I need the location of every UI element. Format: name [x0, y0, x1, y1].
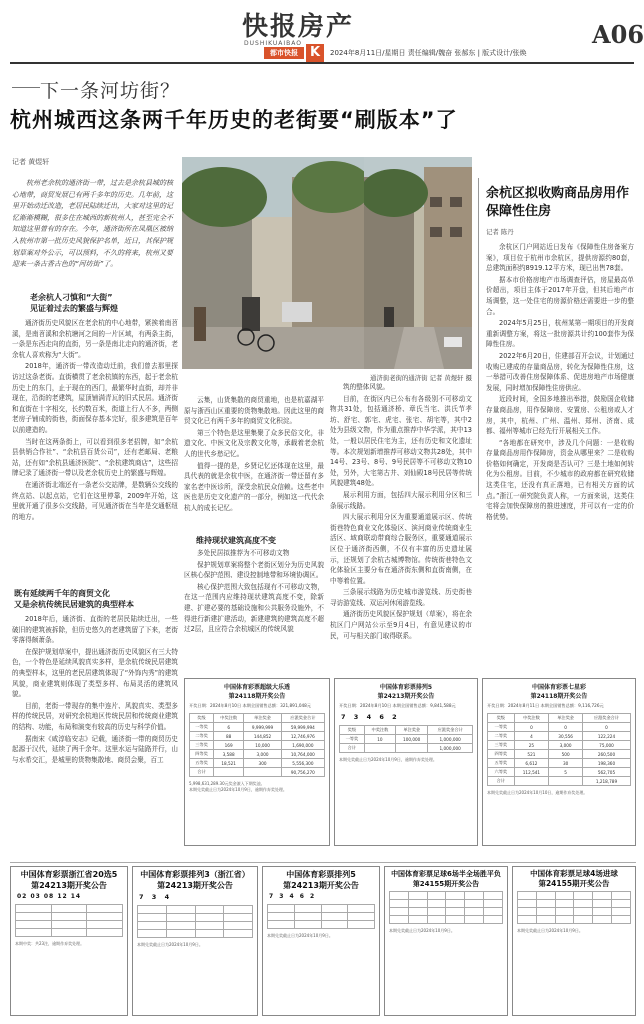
lottery-table	[389, 891, 503, 924]
lottery-title: 中国体育彩票足球6场半全场胜平负 第24155期开奖公告	[391, 870, 501, 888]
lottery-table	[517, 891, 631, 924]
sidebar-byline: 记者 陈丹	[486, 228, 514, 236]
lottery-meta: 开奖日期：2024年8月10日 本期全国销售总额：321,891,048元	[189, 703, 311, 708]
paragraph: 据南宋《咸淳临安志》记载，通济街一带的商贸历史起源于汉代，延续了两千余年。这里水运与陆路并行，山与水希交汇，是城里的货物集散地、商贸会聚，百工	[12, 734, 178, 764]
paragraph: 筑的整体风貌。	[343, 383, 390, 391]
paragraph: 目前，老街一带现存的集中连片、风貌真实、类型多样的传统民居，对研究余杭地区传统民居和传统商业建筑的结构、功能，布局和演变有较高的历史与科学价值。	[12, 701, 178, 731]
lottery-table: 奖级 中奖注数 单注奖金 应派奖金合计 一等奖 0 0 0 二等奖 4 30,556 122,224 三等奖 25 3,000 75,000 四等奖 521 500 260,500 五等奖 6,612 30 198,360 六等奖 112,541 5 562,705 合计 1,218,789	[487, 713, 631, 786]
winning-numbers: 7 3 4 6 2	[341, 713, 400, 721]
street-scene-right-image	[364, 157, 472, 369]
lottery-title: 中国体育彩票排列5 第24213期开奖公告	[377, 684, 435, 700]
column-3-body	[330, 382, 472, 674]
column-1-body	[12, 318, 178, 584]
lottery-title: 中国体育彩票浙江省20选5 第24213期开奖公告	[20, 870, 118, 890]
page-number: A06	[592, 20, 644, 49]
paragraph: 通济街历史风貌区保护规划（草案），将在余杭区门户网站公示至9月4日，有意见建议的市民，可与相关部门取得联系。	[330, 610, 472, 640]
lottery-table	[15, 904, 123, 937]
lottery-footnote: 本期兑奖截止日为2024年10月10日，逾期作弃奖处理。	[487, 790, 588, 795]
subhead-1a: 老余杭人刁慎和“大街”	[30, 293, 113, 302]
paragraph: 云集，山货集散的商贸重地，也是杭嘉湖平原与浙西山区重要的货物集散地。因此这里的商贸文化已有两千多年的商贸文化积淀。	[184, 396, 324, 426]
paragraph: 通济街历史风貌区在老余杭的中心地带，紧挨着南苕溪，是南苕溪和余杭塘河之间的一片区域，有两条主街，一条是东西走向的直街，另一条是南北走向的通济街，老余杭人喜欢称为“大街”。	[12, 319, 178, 359]
subhead-3: 维持现状建筑高度不变	[196, 536, 276, 545]
lottery-title: 中国体育彩票超级大乐透 第24118期开奖公告	[223, 684, 290, 700]
lottery-panel-bottom-1	[10, 866, 128, 1016]
paragraph: 在通济街北端还有一条老公交站牌，是数辆公交线的终点站、以起点站，它们在这里停靠，2009年开始，这里就开通了很多公交线路，可见通济街在当年是交通枢纽的地方。	[12, 480, 178, 521]
lottery-panel-bottom-5	[512, 866, 636, 1016]
paragraph: 四大展示利用分区为重要通道展示区、传统街巷特色商业文化体验区、滨河商业传统商业生活区、域商联动带商综合服务区，重要通道展示区位于通济街西侧，不仅有丰富的历史遗址展示，还规划了余杭古城博物馆。传统街巷特色文化体验区主要分布在通济街东侧和直街南侧，在中等着位置。	[330, 513, 472, 585]
main-headline: 杭州城西这条两千年历史的老街要“刷版本”了	[10, 108, 458, 132]
lottery-panel-bottom-3	[262, 866, 380, 1016]
lottery-footnote: 本期兑奖截止日为2024年10月9日。	[517, 928, 583, 933]
paragraph: 多处民居拟推荐为不可移动文物	[197, 549, 290, 557]
lottery-panel-bottom-2	[132, 866, 258, 1016]
column-1b-body	[12, 614, 178, 862]
lottery-title: 中国体育彩票排列5 第24213期开奖公告	[283, 870, 359, 890]
street-photo-right	[364, 157, 472, 369]
lottery-footnote: 本期兑奖截止日为2024年10月9日。	[267, 933, 333, 938]
paragraph: 当时在这两条街上，可以看到很多老招牌，如“余杭县供销合作社”、“余杭县百货公司”，还有老邮局、老粮站，还有如“余杭县通济医院”、“余杭建筑商店”，这些招牌记录了通济街一带以及老余杭历史上的繁盛与辉煌。	[12, 437, 178, 478]
lottery-title: 中国体育彩票足球4场进球 第24155期开奖公告	[530, 869, 618, 888]
brand-logo: 都市快报	[264, 47, 304, 59]
winning-numbers: 7 3 4 6 2	[269, 893, 317, 900]
page-masthead	[0, 0, 644, 64]
lottery-footnote: 本期兑奖截止日为2024年10月9日。	[389, 928, 455, 933]
column-2b-body	[184, 548, 324, 668]
street-photo-left	[182, 157, 364, 369]
paragraph: 第三个特色是这里集聚了众多民俗文化，非遗文化、中医文化及宗教文化等，承载着老余杭人的世代乡愁记忆。	[184, 428, 324, 458]
photo-caption: 通济街老街的通济街 记者 黄煜轩 摄	[370, 374, 472, 382]
lottery-panel-top-2	[334, 678, 478, 846]
column-2-body	[184, 395, 324, 523]
sidebar-title: 余杭区拟收购商品房用作保障性住房	[486, 186, 630, 219]
article-byline: 记者 黄煜轩	[12, 158, 50, 166]
lottery-panel-bottom-4	[384, 866, 508, 1016]
paragraph: 2018年后，通济街、直街的老居民陆续迁出，一些破旧的建筑被拆除，但历史悠久的老建筑留了下来，老街零落得颇萧条。	[12, 615, 178, 645]
lottery-footnote: 本期兑奖截止日为2024年10月9日。	[137, 942, 203, 947]
paragraph: 三条展示线路为历史城市游览线、历史街巷寻访游览线、双运河休闲游览线。	[330, 588, 472, 607]
lottery-title: 中国体育彩票七星彩 第24118期开奖公告	[530, 684, 588, 700]
lottery-table	[137, 905, 253, 938]
paragraph: 核心保护范围大致包括现有不可移动文物，在这一范围内应维持现状建筑高度不变，除新建、扩建必要的基础设施和公共服务设施外，不得进行新建扩建活动，新建建筑的建筑高度不超过2层，且应符合余杭城区的传统风貌	[184, 582, 324, 634]
street-scene-left-image	[182, 157, 364, 369]
paragraph: “各地都在研究中，涉及几个问题：一是收购存量商品房用作保障房，资金从哪里来？二是收购价格如何确定，开发商是否认可？三是土地如何转化为公租房。目前，不少城市的政府都在研究收储这类住宅，还没有真正落地，已有相关方面的试点。”浙江一研究院负责人称，一方面来说，这类住宅将会加快保障房的推进速度，并可以有一定的价格优势。	[486, 438, 634, 521]
lottery-table: 奖级 中奖注数 单注奖金 应派奖金合计 一等奖 10 100,000 1,000,000 合计 1,000,000	[339, 725, 473, 753]
section-title: 快报房产	[242, 12, 355, 42]
lottery-footnote: 本期兑奖截止日为2024年10月9日，逾期作弃奖处理。	[339, 757, 437, 762]
lottery-meta: 开奖日期：2024年8月10日 本期全国销售总额：9,841,588元	[339, 703, 456, 708]
paragraph: 保护规划草案将整个老街区划分为历史风貌区核心保护范围、建设控制地带和环境协调区。	[184, 560, 324, 580]
sidebar-body	[486, 242, 634, 614]
paragraph: 2018年，通济街一带改造动迁前，我们曾去那里探访过这条老街。直街横贯了老余杭镇的东西，起于老余杭历史上的东门，止于现在的西门，最繁华时直街，却并非现在，沿街的老建筑，屋顶铺满青瓦的旧式民居。通济街和直街在十字相交，长约数百米，街道上行人不多，两侧老房子铺成的街巷，街面保存基本完好，很多建筑是百年以前建造的。	[12, 362, 178, 434]
article-intro: 杭州老余杭的通济街一带，过去是余杭县城的核心地带，商贸发展已有两千多年的历史。几年前，这里开始动迁改造，老居民陆续迁出，大家对这里的记忆渐渐模糊，很多住在城西的新杭州人，甚至完全不知道这里曾有的存在。今年，通济街所在凤凰区被纳入杭州市第一批历史风貌保护名单，近日，其保护规划草案对外公示，可以预料，不久的将来，杭州又要迎来一条古香古色的“河坊街”了。	[12, 179, 173, 269]
subhead-2a: 既有延续两千年的商贸文化	[14, 589, 110, 598]
lottery-meta: 开奖日期：2024年8月11日 本期全国销售总额：9,116,726元	[487, 703, 604, 708]
header-rule	[10, 62, 634, 64]
paragraph: 2024年5月25日，杭州某第一期项目的开发商重新调整方案，将这一批房源共计约100套作为保障性住房。	[486, 319, 634, 349]
subhead-1b: 见证着过去的繁盛与辉煌	[30, 304, 118, 313]
lottery-footnote: 本期中奖：共23注，逾期作弃奖处理。	[15, 941, 85, 946]
paragraph: 据本市价格房地产市场调查评估，房屋最高单价超出，项目主体于2017年开盘，但其后地产市场调整，这一处住宅的房源价格还需要进一步的整合。	[486, 275, 634, 316]
lottery-panel-top-1	[184, 678, 330, 846]
subhead-2b: 又是余杭传统民居建筑的典型样本	[14, 600, 134, 609]
lottery-panel-top-3	[482, 678, 636, 846]
lottery-title: 中国体育彩票排列3（浙江省） 第24213期开奖公告	[140, 870, 250, 890]
bottom-rule	[10, 862, 636, 863]
paragraph: 在保护规划草案中，提出通济街历史风貌区有三大特色，一个特色是延续风貌真实多样，是余杭传统民居建筑的典型样本，这里的老民居建筑体现了“外饰内秀”的建筑风貌，商业建筑则体现了类型多样、布局灵活的建筑风貌。	[12, 647, 178, 699]
winning-numbers: 7 3 4	[139, 893, 173, 901]
lottery-table	[267, 904, 375, 929]
paragraph: 余杭区门户网站近日发布《保障性住房备案方案》，项目位于杭州市余杭区，提供房源约80套，总建筑面积约8919.12平方米，现已出售78套。	[486, 243, 634, 273]
lottery-table: 奖级 中奖注数 单注奖金 应派奖金合计 一等奖 6 9,999,999 59,999,994 二等奖 88 144,852 12,746,976 三等奖 169 10,000 1,690,000 四等奖 3,588 3,000 10,764,000 五等奖 18,521 300 5,556,300 合计 90,756,270	[189, 713, 325, 777]
paragraph: 值得一提的是，乡贤记忆还体现在这里，最具代表的就是余杭中医，在通济街一带还留有多家名老中医诊所，深受余杭民众信赖。这些老中医也是历史文化遗产的一部分，例如这一代代余杭人的成长记忆。	[184, 461, 324, 512]
winning-numbers: 02 03 08 12 14	[17, 893, 82, 900]
brand-k-icon: K	[306, 44, 324, 62]
paragraph: 2022年6月20日，住建部召开会议，计划通过收购已建成的存量商品房，转化为保障性住房，这一举措可改善住房保障体系、促进房地产市场健康发展，同时增加保障性住房供应。	[486, 351, 634, 392]
kicker: 下一条河坊街？	[40, 80, 181, 102]
kicker-rule	[12, 87, 40, 88]
lottery-footnote: 5,998,631,289.30元奖金滚入下期奖池。 本期兑奖截止日为2024年10月9日，逾期作弃奖处理。	[189, 781, 287, 792]
paragraph: 近段时间，全国多地推出举措，鼓励国企收储存量商品房，用作保障房、安置房、公租房或人才房，其中，杭州、广州、温州、郑州、济南、成都、福州等城市已经先行开展相关工作。	[486, 395, 634, 436]
issue-info: 2024年8月11日/星期日 责任编辑/魏奋 张郝东 | 版式设计/张焕	[330, 49, 527, 57]
brand-pinyin: DUSHIKUAIBAO	[244, 40, 302, 47]
paragraph: 目前，在街区内已公布有各级别不可移动文物共31处，包括通济桥、章氏当宅、洪氏节孝坊、舒宅、郭宅、虎宅、张宅、胡宅等，其中2处为县级文物，作为重点推荐中华学派，其中13处，一般以居民住宅为主，还有历史和文化遗址等。本次规划新增推荐可移动文物共28处，其中14号、23号、8号、9号民居等不可移动文物10处，另外，大宅第古井、刘仙殿18号民居等传统风貌建筑48处。	[330, 394, 472, 488]
paragraph: 展示利用方面，包括四大展示利用分区和三条展示线路。	[330, 490, 472, 510]
